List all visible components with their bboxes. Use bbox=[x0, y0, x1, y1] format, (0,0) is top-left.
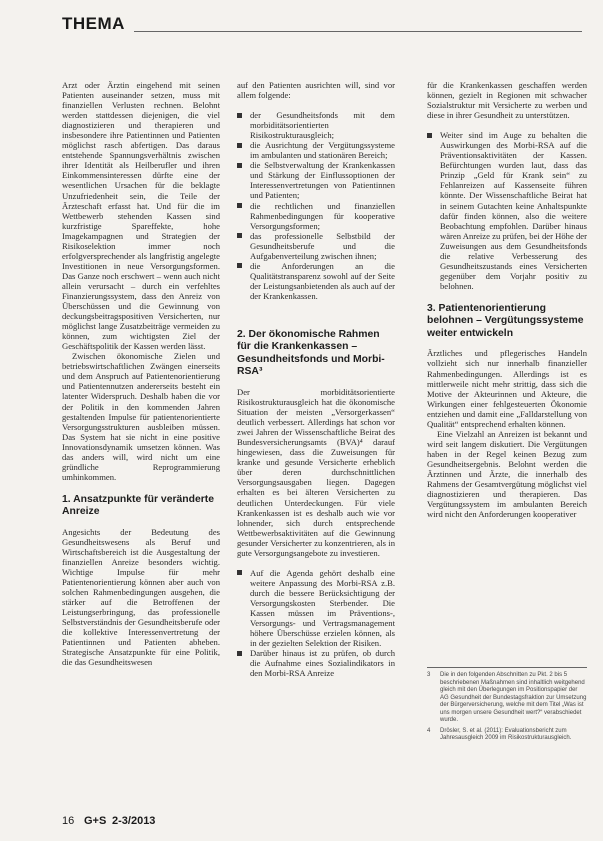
body-paragraph: Zwischen ökonomische Zielen und betriebswirtschaftlichen Zwängen einerseits und dem Anspruch auf Patientenorientierung und Patientennutzen andererseits besteht ein latenter Widerspruch. Deshalb haben die vor der Politik in den kommenden Jahren gestaltenden Impulse für patientenorientierte Versorgungsstrukturen ausbleiben müssen. Das System hat sie nicht in eine positive Innovationsdynamik umsetzen können. Was das anders will, wird nicht um eine gründliche Reprogrammierung umhinkommen. bbox=[62, 351, 220, 482]
list-item: Auf die Agenda gehört deshalb eine weitere Anpassung des Morbi-RSA z.B. durch die bessere Berücksichtigung der Versorgungskosten Sterbender. Die Kassen müssen im Präventions-, Versorgungs- und Vertragsmanagement höhere Überschüsse erzielen können, als in der gezielten Selektion der Risiken. bbox=[237, 568, 395, 648]
column-1 bbox=[62, 80, 220, 668]
list-item: die Anforderungen an die Qualitätstransparenz sowohl auf der Seite der Leistungsanbietenden als auch auf der der Krankenkassen. bbox=[237, 261, 395, 301]
issue-number: 2-3/2013 bbox=[112, 815, 156, 827]
body-paragraph: Der morbiditätsorientierte Risikostrukturausgleich hat die ökonomische Situation der meisten „Versorgerkassen“ deutlich verbessert. Allerdings hat schon vor zwei Jahren der Wissenschaftliche Beirat des Bundesversicherungsamts (BVA)⁴ darauf hingewiesen, dass die Zuweisungen für kranke und gesunde Versicherte erheblich über deren durchschnittlichen Versorgungsausgaben liegen. Dagegen erhalten es bei älteren Versicherten zu deutlichen Unterdeckungen. Für viele Krankenkassen ist es deshalb auch wie vor lohnender, sich durch entsprechende Wettbewerbsaktivitäten auf die Gewinnung gesunder Versicherter zu konzentrieren, als in gute Versorgungsangebote zu investieren. bbox=[237, 386, 395, 558]
header-rule bbox=[134, 31, 582, 32]
list-item: Darüber hinaus ist zu prüfen, ob durch die Aufnahme eines Sozialindikators in den Morbi-RSA Anreize bbox=[237, 648, 395, 678]
list-item: die rechtlichen und finanziellen Rahmenbedingungen für kooperative Versorgungsformen; bbox=[237, 201, 395, 231]
body-paragraph: Arzt oder Ärztin eingehend mit seinen Patienten auseinander setzen, muss mit finanziellen Verlusten rechnen. Belohnt werden stattdessen diejenigen, die viel diagnostizieren und therapieren und insbesondere ihre Patientinnen und Patienten möglichst rasch abfertigen. Das daraus entstehende Spannungsverhältnis zwischen ihrer Identität als Heilberufler und ihren Einkommensinteressen dürfte eine der wesentlichen Ursachen für die beklagte Unzufriedenheit sein, die Teile der Ärzteschaft erfasst hat. Und für die im Wettbewerb stehenden Kassen sind kurzfristige Spareffekte, hohe Imagekampagnen und Strategien der Risikoselektion immer noch erfolgversprechender als langfristig angelegte Investitionen in neue Versorgungsformen. Das Ganze noch erschwert – wenn auch nicht allein verursacht – durch ein verfehltes Finanzierungssystem, dass den Anreiz von Überschüssen und die Gewinnung von deckungsbeitragspositiven Versicherten, nur möglichst lange Zusatzbeiträge vermeiden zu können, zum wichtigsten Ziel der Geschäftspolitik der Kassen werden lässt. bbox=[62, 80, 220, 352]
body-paragraph: Eine Vielzahl an Anreizen ist bekannt und wird seit langem diskutiert. Die Vergütungen haben in der Regel keinen Bezug zum Gesundheitsergebnis. Belohnt werden die Ärztinnen und Ärzte, die innerhalb des Rahmens der Gesamtvergütung möglichst viel diagnostizieren und therapieren. Das Vergütungssystem im ambulanten Bereich wird nicht den Anforderungen kooperativer bbox=[427, 428, 587, 520]
list-item: das professionelle Selbstbild der Gesundheitsberufe und die Aufgabenverteilung zwischen ihnen; bbox=[237, 231, 395, 261]
bullet-list bbox=[427, 130, 587, 291]
page-number: 16 bbox=[62, 815, 75, 827]
footnote bbox=[427, 728, 587, 743]
section-title: THEMA bbox=[62, 14, 125, 33]
footnote-number: 3 bbox=[427, 672, 431, 678]
page-header bbox=[62, 14, 582, 40]
list-item: die Selbstverwaltung der Krankenkassen und Stärkung der Einflussoptionen der Interessenvertretungen von Patientinnen und Patienten; bbox=[237, 160, 395, 200]
bullet-list bbox=[237, 568, 395, 679]
footnote-text: Drösler, S. et al. (2011): Evaluationsbericht zum Jahresausgleich 2009 im Risikostrukturausgleich. bbox=[440, 727, 572, 741]
section-heading-2: 2. Der ökonomische Rahmen für die Krankenkassen – Gesundheitsfonds und Morbi-RSA³ bbox=[237, 328, 385, 378]
page-footer bbox=[62, 815, 262, 829]
journal-logo: G+S bbox=[84, 815, 107, 827]
column-2 bbox=[237, 80, 395, 686]
footnote-text: Die in den folgenden Abschnitten zu Pkt. 2 bis 5 beschriebenen Maßnahmen sind inhaltlich weitgehend gleich mit den Überlegungen im Positionspapier der AG Gesundheit der Bundestagsfraktion zur Umsetzung der Bürgerversicherung, welche mit dem Titel „Was ist uns morgen unsere Gesundheit wert?“ verabschiedet wurde. bbox=[440, 672, 587, 723]
section-heading-3: 3. Patientenorientierung belohnen – Vergütungssysteme weiter entwickeln bbox=[427, 302, 584, 339]
list-item: die Ausrichtung der Vergütungssysteme im ambulanten und stationären Bereich; bbox=[237, 140, 395, 160]
list-item: der Gesundheitsfonds mit dem morbiditätsorientierten Risikostrukturausgleich; bbox=[237, 110, 395, 140]
body-paragraph: Ärztliches und pflegerisches Handeln vollzieht sich nur innerhalb finanzieller Rahmenbedingungen. Allerdings ist es mittlerweile nicht mehr strittig, dass sich die Motive der Akteurinnen und Akteure, die Wirkungen einer fehlgesteuerten Ökonomie entziehen und damit eine „Falldarstellung von Qualität“ entsprechend erhalten können. bbox=[427, 348, 587, 429]
body-paragraph: Angesichts der Bedeutung des Gesundheitswesens als Beruf und Wirtschaftsbereich ist die Ausgestaltung der finanziellen Anreize besonders wichtig. Wichtige Impulse für mehr Patientenorientierung können aber auch von solchen Rahmenbedingungen ausgehen, die stärker auf die Betroffenen der Leistungserbringung, das professionelle Selbstverständnis der Gesundheitsberufe oder die kollektive Interessenvertretung der Patientinnen und Patienten abheben. Strategische Ansatzpunkte für eine Politik, die das Gesundheitswesen bbox=[62, 526, 220, 668]
footnote-number: 4 bbox=[427, 727, 431, 734]
footnote bbox=[427, 672, 587, 725]
list-item: Weiter sind im Auge zu behalten die Auswirkungen des Morbi-RSA auf die Präventionsaktivitäten der Kassen. Befürchtungen wurden laut, dass das Prinzip „Geld für Krank sein“ zu Fehlanreizen auf Kassenseite führen könnte. Der Wissenschaftliche Beirat hat in seinem Gutachten keine Anhaltspunkte dafür finden können, also die weitere Beobachtung empfohlen. Darüber hinaus wären Anreize zu prüfen, bei der Höhe der Zuweisungen aus dem Gesundheitsfonds die relative Verbesserung des Gesundheitszustands eines Versicherten gegenüber dem Vorjahr positiv zu belohnen. bbox=[427, 130, 587, 291]
bullet-list bbox=[237, 110, 395, 301]
footnotes bbox=[427, 667, 587, 746]
column-3 bbox=[427, 80, 587, 519]
body-paragraph: für die Krankenkassen geschaffen werden können, gezielt in Regionen mit schwacher Sozialstruktur mit Versicherte zu werben und diese in ihrer Gesundheit zu unterstützen. bbox=[427, 80, 587, 121]
body-paragraph: auf den Patienten ausrichten will, sind vor allem folgende: bbox=[237, 80, 395, 101]
section-heading-1: 1. Ansatzpunkte für veränderte Anreize bbox=[62, 493, 215, 518]
